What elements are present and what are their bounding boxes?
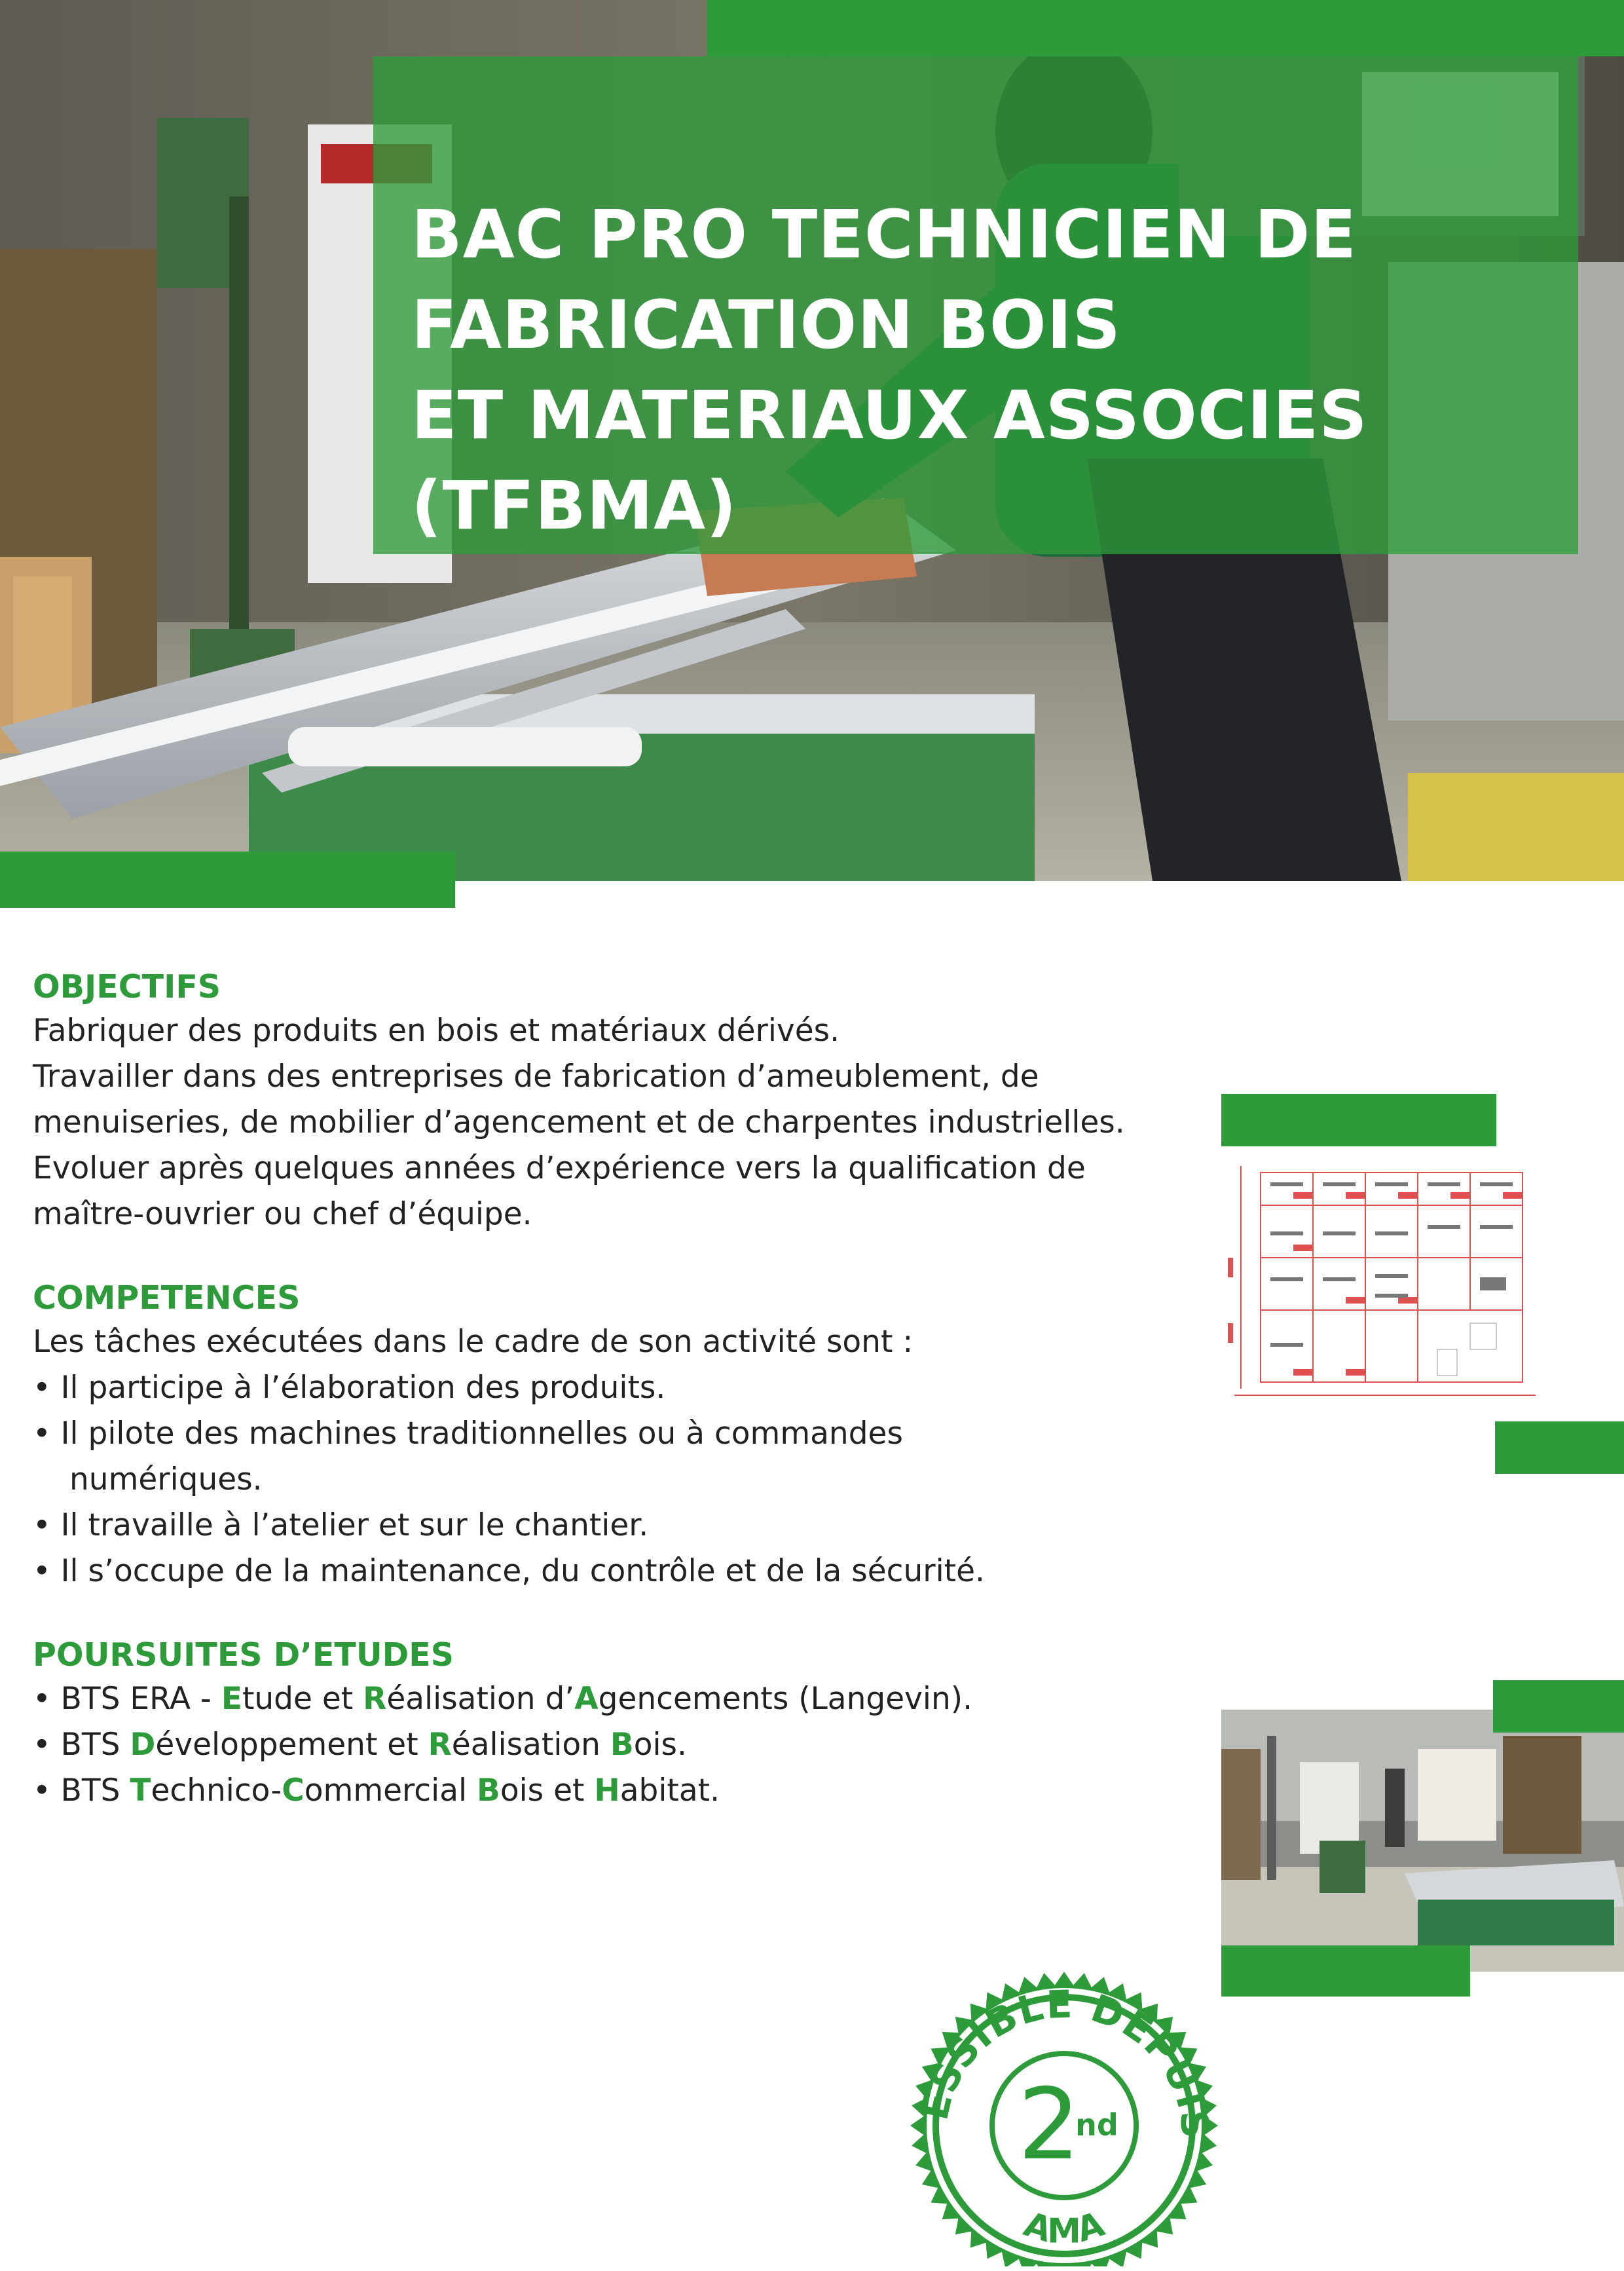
list-item xyxy=(33,1411,1211,1503)
text-segment: éalisation xyxy=(451,1727,610,1763)
highlight-letter: A xyxy=(574,1681,599,1717)
text-line: Evoluer après quelques années d’expérience vers la qualification de xyxy=(33,1150,1086,1186)
accessible-stamp xyxy=(877,1939,1244,2266)
section-competences xyxy=(33,1277,1211,1594)
list-item-continuation: numériques. xyxy=(69,1461,263,1497)
section-objectifs xyxy=(33,966,1211,1237)
list-item xyxy=(33,1722,1211,1768)
highlight-letter: B xyxy=(610,1727,634,1763)
stamp-arc-text: ESSIBLE DEPUIS xyxy=(912,1981,1219,2141)
objectifs-text xyxy=(33,1008,1211,1237)
text-segment: éalisation d’ xyxy=(386,1681,575,1717)
text-segment: • BTS xyxy=(33,1727,130,1763)
text-line: Fabriquer des produits en bois et matériaux dérivés. xyxy=(33,1013,840,1049)
decorative-bar xyxy=(1495,1421,1624,1474)
section-heading: OBJECTIFS xyxy=(33,968,221,1005)
competences-list xyxy=(33,1365,1211,1594)
text-line: menuiseries, de mobilier d’agencement et de charpentes industrielles. xyxy=(33,1104,1125,1140)
list-item xyxy=(33,1676,1211,1722)
section-heading: POURSUITES D’ETUDES xyxy=(33,1636,454,1674)
highlight-letter: D xyxy=(130,1727,156,1763)
decorative-bar xyxy=(0,852,455,908)
highlight-letter: E xyxy=(221,1681,242,1717)
text-segment: éveloppement et xyxy=(155,1727,428,1763)
section-poursuites xyxy=(33,1634,1211,1814)
decorative-bar xyxy=(1493,1680,1624,1733)
workshop-photo xyxy=(1221,1710,1624,1972)
highlight-letter: C xyxy=(282,1773,304,1809)
text-line: maître-ouvrier ou chef d’équipe. xyxy=(33,1196,532,1232)
list-item xyxy=(33,1768,1211,1814)
list-item: • Il s’occupe de la maintenance, du contrôle et de la sécurité. xyxy=(33,1553,985,1589)
list-item: • Il travaille à l’atelier et sur le chantier. xyxy=(33,1507,649,1543)
text-segment: ois et xyxy=(500,1773,595,1809)
highlight-letter: B xyxy=(477,1773,500,1809)
highlight-letter: R xyxy=(428,1727,452,1763)
decorative-bar xyxy=(707,0,1624,56)
poursuites-list xyxy=(33,1676,1211,1814)
page-title xyxy=(411,190,1564,552)
text-line: Travailler dans des entreprises de fabrication d’ameublement, de xyxy=(33,1059,1039,1095)
text-segment: tude et xyxy=(242,1681,363,1717)
text-segment: ois. xyxy=(633,1727,687,1763)
section-heading: COMPETENCES xyxy=(33,1279,301,1317)
highlight-letter: R xyxy=(363,1681,387,1717)
highlight-letter: H xyxy=(594,1773,620,1809)
title-line: (TFBMA) xyxy=(411,467,737,545)
stamp-suffix: nd xyxy=(1075,2107,1118,2143)
title-line: FABRICATION BOIS xyxy=(411,286,1122,364)
competences-intro: Les tâches exécutées dans le cadre de son activité sont : xyxy=(33,1324,913,1360)
decorative-bar xyxy=(1221,1094,1496,1146)
title-line: ET MATERIAUX ASSOCIES xyxy=(411,377,1368,455)
decorative-bar xyxy=(1221,1945,1470,1997)
text-segment: • BTS xyxy=(33,1773,130,1809)
stamp-bottom-text: AMA xyxy=(1019,2204,1109,2251)
text-segment: gencements (Langevin). xyxy=(598,1681,973,1717)
list-item: • Il participe à l’élaboration des produits. xyxy=(33,1370,666,1406)
title-line: BAC PRO TECHNICIEN DE xyxy=(411,196,1357,274)
highlight-letter: T xyxy=(130,1773,151,1809)
list-item-text: • Il pilote des machines traditionnelles ou à commandes xyxy=(33,1416,903,1452)
text-segment: echnico- xyxy=(151,1773,282,1809)
technical-plan-image xyxy=(1221,1127,1549,1446)
text-segment: ommercial xyxy=(304,1773,477,1809)
stamp-number: 2 xyxy=(1018,2068,1080,2182)
text-segment: abitat. xyxy=(619,1773,720,1809)
text-segment: • BTS ERA - xyxy=(33,1681,221,1717)
